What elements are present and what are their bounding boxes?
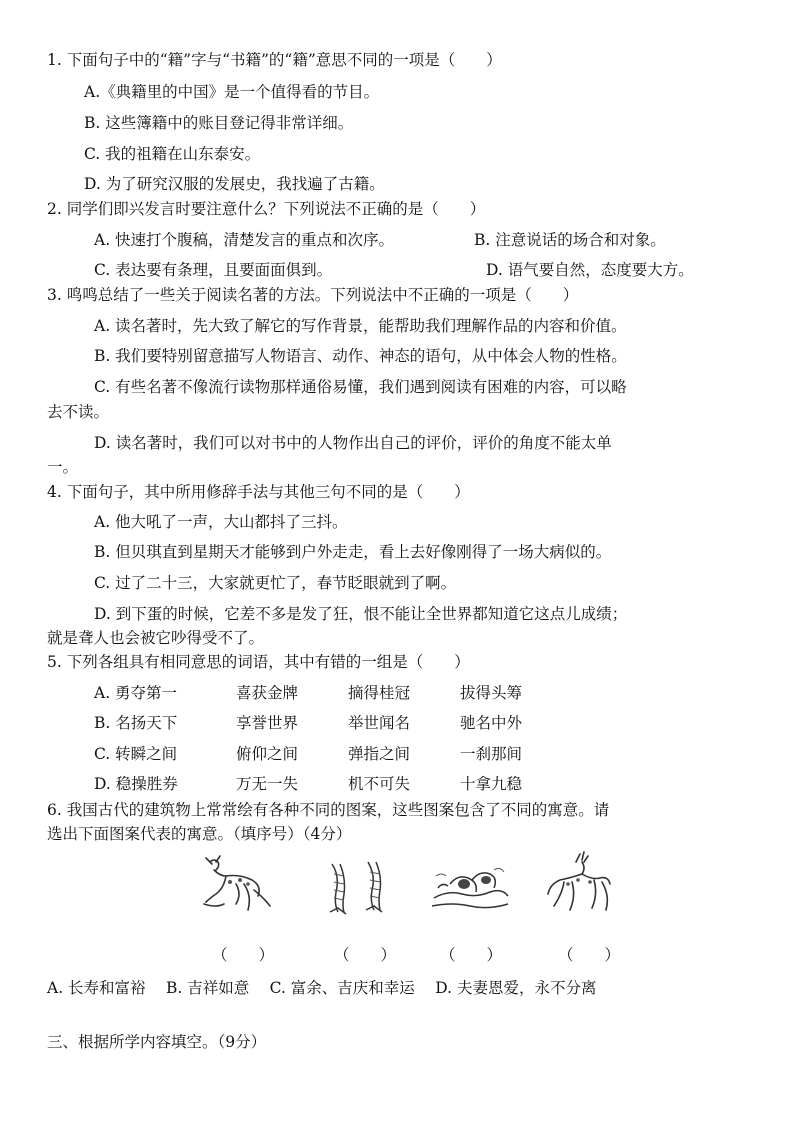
q6-choices: A. 长寿和富裕 B. 吉祥如意 C. 富余、吉庆和幸运 D. 夫妻恩爱，永不分离 <box>47 979 597 997</box>
q1-stem: 1. 下面句子中的“籍”字与“书籍”的“籍”意思不同的一项是（ ） <box>47 51 502 69</box>
q4-stem: 4. 下面句子，其中所用修辞手法与其他三句不同的是（ ） <box>47 483 470 501</box>
q1-option-c: C. 我的祖籍在山东泰安。 <box>84 145 261 163</box>
fish-pattern-image <box>318 858 390 918</box>
q3-option-c-line1: C. 有些名著不像流行读物那样通俗易懂，我们遇到阅读有困难的内容，可以略 <box>94 378 627 396</box>
section3-title: 三、根据所学内容填空。（9分） <box>47 1033 267 1051</box>
q5-cell: D. 稳操胜券 <box>94 775 178 793</box>
q3-option-b: B. 我们要特别留意描写人物语言、动作、神态的语句，从中体会人物的性格。 <box>94 347 627 365</box>
q5-row-b <box>94 713 580 733</box>
q6-blank-1[interactable]: （ ） <box>212 946 275 964</box>
q2-option-d: D. 语气要自然，态度要大方。 <box>486 261 694 279</box>
q5-cell: 万无一失 <box>236 775 299 793</box>
mandarin-duck-pattern-image <box>428 862 512 912</box>
q4-option-d-line2: 就是聋人也会被它吵得受不了。 <box>47 629 265 647</box>
q5-cell: 喜获金牌 <box>236 684 299 702</box>
q5-row-c <box>94 744 580 764</box>
q5-cell: 十拿九稳 <box>460 775 523 793</box>
q5-row-a <box>94 683 580 703</box>
q3-stem: 3. 鸣鸣总结了一些关于阅读名著的方法。下列说法中不正确的一项是（ ） <box>47 286 579 304</box>
q6-blank-3[interactable]: （ ） <box>440 946 503 964</box>
q2-option-a: A. 快速打个腹稿，清楚发言的重点和次序。 <box>94 231 395 249</box>
q5-cell: B. 名扬天下 <box>94 714 178 732</box>
q1-option-d: D. 为了研究汉服的发展史，我找遍了古籍。 <box>84 175 385 193</box>
q2-option-c: C. 表达要有条理，且要面面俱到。 <box>94 261 333 279</box>
q5-cell: 俯仰之间 <box>236 745 299 763</box>
q5-cell: 机不可失 <box>348 775 411 793</box>
q4-option-b: B. 但贝琪直到星期天才能够到户外走走，看上去好像刚得了一场大病似的。 <box>94 543 612 561</box>
q3-option-d-line1: D. 读名著时，我们可以对书中的人物作出自己的评价，评价的角度不能太单 <box>94 434 612 452</box>
q5-row-d <box>94 774 580 794</box>
q4-option-a: A. 他大吼了一声，大山都抖了三抖。 <box>94 513 348 531</box>
q3-option-a: A. 读名著时，先大致了解它的写作背景，能帮助我们理解作品的内容和价值。 <box>94 317 627 335</box>
q6-stem-line1: 6. 我国古代的建筑物上常常绘有各种不同的图案，这些图案包含了不同的寓意。请 <box>47 801 610 819</box>
q5-cell: 享誉世界 <box>236 714 299 732</box>
q6-blank-2[interactable]: （ ） <box>334 946 397 964</box>
q5-stem: 5. 下列各组具有相同意思的词语，其中有错的一组是（ ） <box>47 653 470 671</box>
q5-cell: A. 勇夺第一 <box>94 684 178 702</box>
crane-deer-pattern-image <box>540 850 614 916</box>
q6-blank-4[interactable]: （ ） <box>558 946 621 964</box>
q5-cell: C. 转瞬之间 <box>94 745 178 763</box>
q5-cell: 驰名中外 <box>460 714 523 732</box>
q4-option-c: C. 过了二十三，大家就更忙了，春节眨眼就到了啊。 <box>94 574 457 592</box>
q5-cell: 拔得头筹 <box>460 684 523 702</box>
q2-option-b: B. 注意说话的场合和对象。 <box>474 231 666 249</box>
q2-stem: 2. 同学们即兴发言时要注意什么？下列说法不正确的是（ ） <box>47 200 486 218</box>
q6-stem-line2: 选出下面图案代表的寓意。（填序号）（4分） <box>47 825 352 843</box>
q5-cell: 弹指之间 <box>348 745 411 763</box>
deer-pattern-image <box>196 854 276 916</box>
q5-cell: 一刹那间 <box>460 745 523 763</box>
q3-option-d-line2: 一。 <box>47 458 79 476</box>
q3-option-c-line2: 去不读。 <box>47 403 110 421</box>
q1-option-b: B. 这些簿籍中的账目登记得非常详细。 <box>84 114 354 132</box>
q5-cell: 摘得桂冠 <box>348 684 411 702</box>
q4-option-d-line1: D. 到下蛋的时候，它差不多是发了狂，恨不能让全世界都知道它这点儿成绩； <box>94 605 628 623</box>
q1-option-a: A.《典籍里的中国》是一个值得看的节目。 <box>84 83 380 101</box>
q5-cell: 举世闻名 <box>348 714 411 732</box>
